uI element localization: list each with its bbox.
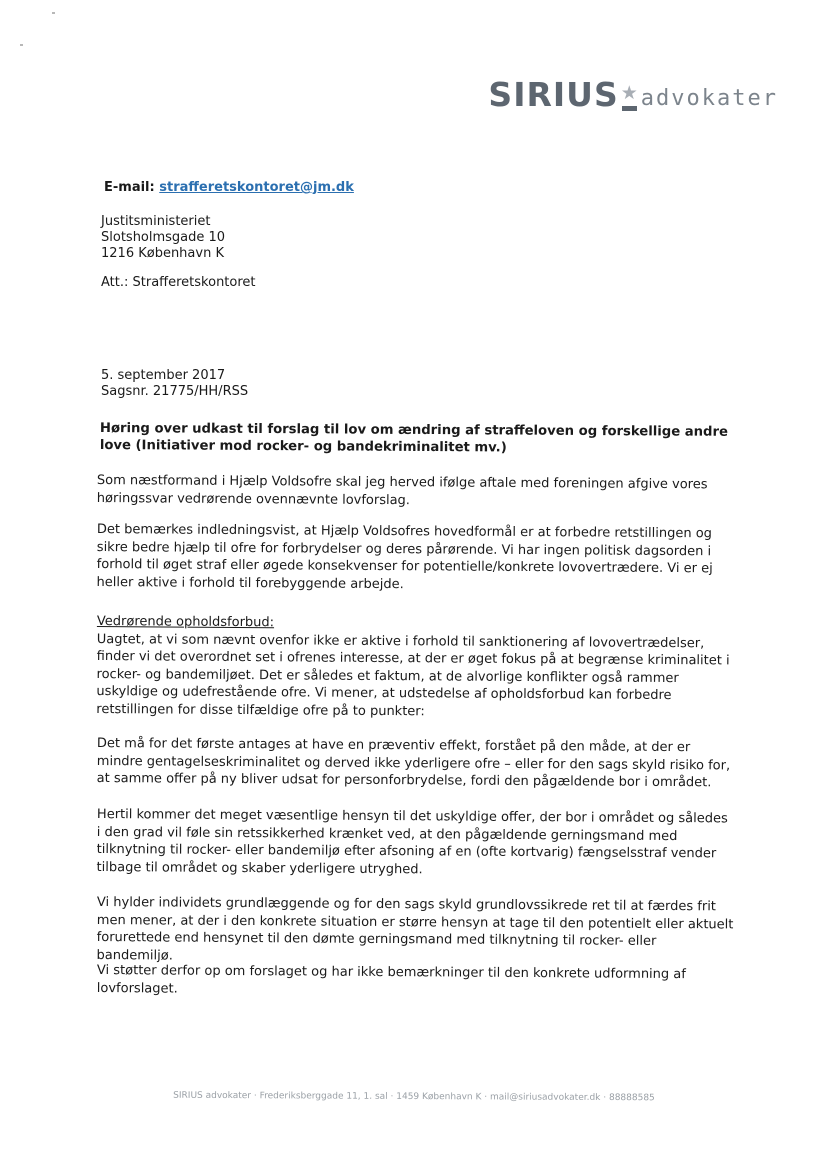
recipient-line: 1216 København K: [101, 246, 224, 261]
scan-speck: [20, 44, 23, 46]
body-paragraph-1: Som næstformand i Hjælp Voldsofre skal jeg herved ifølge aftale med foreningen afgive vores høringssvar vedrørende ovennævnte lovforslag.: [96, 472, 708, 508]
letter-meta: [101, 368, 248, 400]
recipient-address: [101, 214, 225, 262]
recipient-line: Slotsholmsgade 10: [101, 230, 226, 245]
page-footer: SIRIUS advokater · Frederiksberggade 11, 1. sal · 1459 København K · mail@siriusadvokater.dk · 88888585: [173, 1090, 655, 1104]
body-paragraph-2: Det bemærkes indledningsvist, at Hjælp Voldsofres hovedformål er at forbedre retstillingen og sikre bedre hjælp til ofre for forbrydelser og deres pårørende. Vi har ingen politisk dagsorden i forhold til øget straf eller øgede konsekvenser for potentielle/konkrete lovovertrædere. Vi er ej heller aktive i forhold til forebyggende arbejde.: [96, 522, 713, 592]
body-paragraph-3: Uagtet, at vi som nævnt ovenfor ikke er aktive i forhold til sanktionering af lovovertrædelser, finder vi det overordnet set i ofrenes interesse, at der er øget fokus på at begrænse kriminalitet i rocker- og bandemiljøet. Det er således et faktum, at de alvorlige konflikter også rammer uskyldige og udefrestående ofre. Vi mener, at udstedelse af opholdsforbud kan forbedre retstillingen for disse tilfældige ofre på to punkter:: [96, 631, 730, 719]
body-paragraph-5: Hertil kommer det meget væsentlige hensyn til det uskyldige offer, der bor i området og således i den grad vil føle sin retssikkerhed krænket ved, at den pågældende gerningsmand med tilknytning til rocker- eller bandemiljø efter afsoning af en (ofte kortvarig) fængselsstraf vender tilbage til området og skaber yderligere utryghed.: [96, 807, 728, 877]
letter-date: 5. september 2017: [101, 368, 226, 383]
logo-wordmark: SIRIUS: [488, 75, 619, 114]
scan-speck: [52, 12, 55, 14]
letter-title: Høring over udkast til forslag til lov om ændring af straffeloven og forskellige andre love (Initiativer mod rocker- og bandekriminalitet mv.): [99, 420, 729, 456]
attention-line: Att.: Strafferetskontoret: [101, 275, 256, 290]
star-icon: ★: [621, 84, 638, 111]
email-link[interactable]: strafferetskontoret@jm.dk: [159, 180, 354, 195]
body-paragraph-7: Vi støtter derfor op om forslaget og har ikke bemærkninger til den konkrete udformning af lovforslaget.: [96, 963, 686, 997]
case-number: Sagsnr. 21775/HH/RSS: [101, 384, 249, 399]
section-opholdsforbud: [96, 613, 734, 722]
recipient-line: Justitsministeriet: [101, 214, 211, 229]
email-line: [104, 180, 354, 195]
body-paragraph-6: Vi hylder individets grundlæggende og for den sags skyld grundlovssikrede ret til at færdes frit men mener, at der i den konkrete situation er større hensyn at tage til den potentielt eller aktuelt forurettede end hensynet til den dømte gerningsmand med tilknytning til rocker- eller bandemiljø.: [96, 895, 734, 964]
body-paragraph-4: Det må for det første antages at have en præventiv effekt, forstået på den måde, at der er mindre gentagelseskriminalitet og derved ikke yderligere ofre – eller for den sags skyld risiko for, at samme offer på ny bliver udsat for personforbrydelse, fordi den pågældende bor i området.: [96, 736, 731, 791]
company-logo: [488, 75, 778, 114]
email-label: E-mail:: [104, 180, 155, 195]
section-heading: Vedrørende opholdsforbud:: [96, 614, 275, 631]
logo-suffix: advokater: [640, 86, 778, 111]
